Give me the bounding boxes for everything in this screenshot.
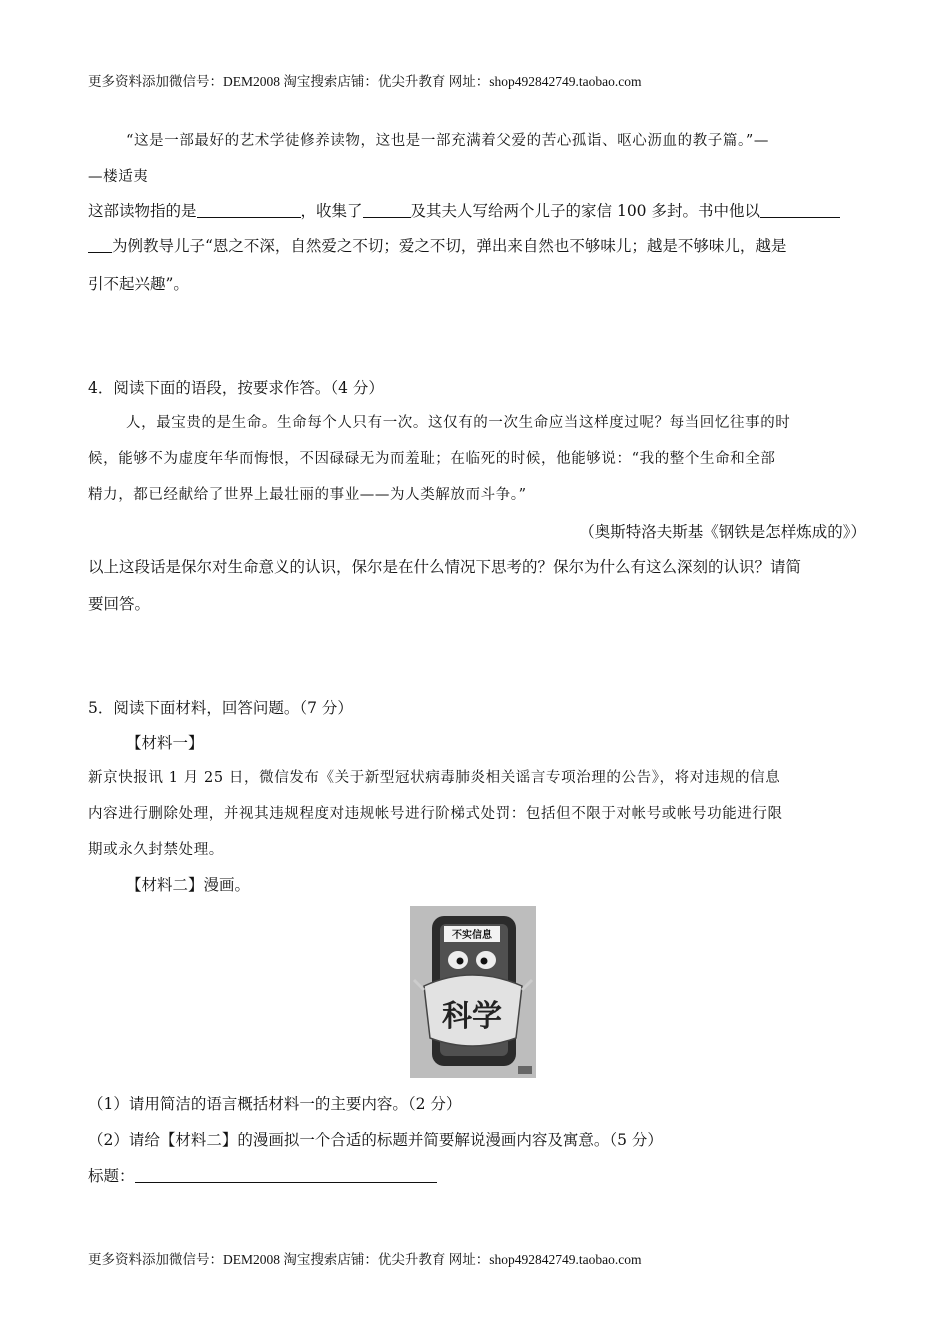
material-one-label: 【材料一】 bbox=[126, 734, 204, 752]
comic-image bbox=[410, 906, 536, 1078]
title-answer-label: 标题： bbox=[88, 1167, 135, 1185]
q4-source: （奥斯特洛夫斯基《钢铁是怎样炼成的》） bbox=[579, 523, 866, 541]
q3-fill-line-2 bbox=[88, 228, 866, 264]
comic-right-pupil bbox=[481, 958, 488, 965]
q3-blank-author[interactable] bbox=[363, 199, 411, 218]
q3-text-a: 这部读物指的是 bbox=[88, 202, 197, 220]
q3-blank-example-b[interactable] bbox=[88, 234, 112, 253]
q3-fill-line-3: 引不起兴趣”。 bbox=[88, 275, 189, 293]
q4-passage-line-2: 候，能够不为虚度年华而悔恨，不因碌碌无为而羞耻；在临死的时候，他能够说：“我的整个生命和全部 bbox=[88, 451, 776, 467]
q3-text-d: 为例教导儿子“恩之不深，自然爱之不切；爱之不切，弹出来自然也不够味儿；越是不够味儿，越是 bbox=[112, 237, 787, 255]
q4-passage-line-3: 精力，都已经献给了世界上最壮丽的事业——为人类解放而斗争。” bbox=[88, 487, 527, 503]
q4-question-line-1: 以上这段话是保尔对生命意义的认识，保尔是在什么情况下思考的？保尔为什么有这么深刻的认识？请简 bbox=[88, 558, 802, 576]
material-two-label: 【材料二】漫画。 bbox=[126, 876, 251, 894]
comic-mask-text: 科学 bbox=[442, 999, 502, 1034]
q4-title: 4．阅读下面的语段，按要求作答。（4 分） bbox=[88, 379, 384, 397]
q5-title: 5．阅读下面材料，回答问题。（7 分） bbox=[88, 699, 353, 717]
q3-quote-line-2: —楼适夷 bbox=[88, 169, 149, 185]
material-one-line-2: 内容进行删除处理，并视其违规程度对违规帐号进行阶梯式处罚：包括但不限于对帐号或帐号功能进行限 bbox=[88, 806, 783, 822]
title-answer-line bbox=[88, 1158, 866, 1194]
q4-passage-line-1: 人，最宝贵的是生命。生命每个人只有一次。这仅有的一次生命应当这样度过呢？每当回忆往事的时 bbox=[126, 415, 791, 431]
q3-text-b: ，收集了 bbox=[300, 202, 363, 220]
comic-signature bbox=[518, 1066, 532, 1074]
q3-fill-line-1 bbox=[88, 193, 866, 229]
q5-subquestion-2: （2）请给【材料二】的漫画拟一个合适的标题并简要解说漫画内容及寓意。（5 分） bbox=[88, 1131, 663, 1149]
material-one-line-3: 期或永久封禁处理。 bbox=[88, 842, 224, 858]
comic-label-text: 不实信息 bbox=[452, 930, 492, 941]
q3-blank-example-a[interactable] bbox=[760, 199, 840, 218]
q5-subquestion-1: （1）请用简洁的语言概括材料一的主要内容。（2 分） bbox=[88, 1095, 462, 1113]
page-footer: 更多资料添加微信号：DEM2008 淘宝搜索店铺：优尖升教育 网址：shop492842749.taobao.com bbox=[88, 1252, 642, 1267]
q3-quote-line-1: “这是一部最好的艺术学徒修养读物，这也是一部充满着父爱的苦心孤诣、呕心沥血的教子篇。”— bbox=[126, 133, 769, 149]
q3-blank-book[interactable] bbox=[197, 199, 301, 218]
material-one-line-1: 新京快报讯 1 月 25 日，微信发布《关于新型冠状病毒肺炎相关谣言专项治理的公告》，将对违规的信息 bbox=[88, 770, 781, 786]
page-header: 更多资料添加微信号：DEM2008 淘宝搜索店铺：优尖升教育 网址：shop492842749.taobao.com bbox=[88, 74, 642, 89]
comic-left-pupil bbox=[457, 958, 464, 965]
title-answer-blank[interactable] bbox=[135, 1164, 437, 1183]
q3-text-c: 及其夫人写给两个儿子的家信 100 多封。书中他以 bbox=[410, 202, 760, 220]
q4-question-line-2: 要回答。 bbox=[88, 595, 151, 613]
